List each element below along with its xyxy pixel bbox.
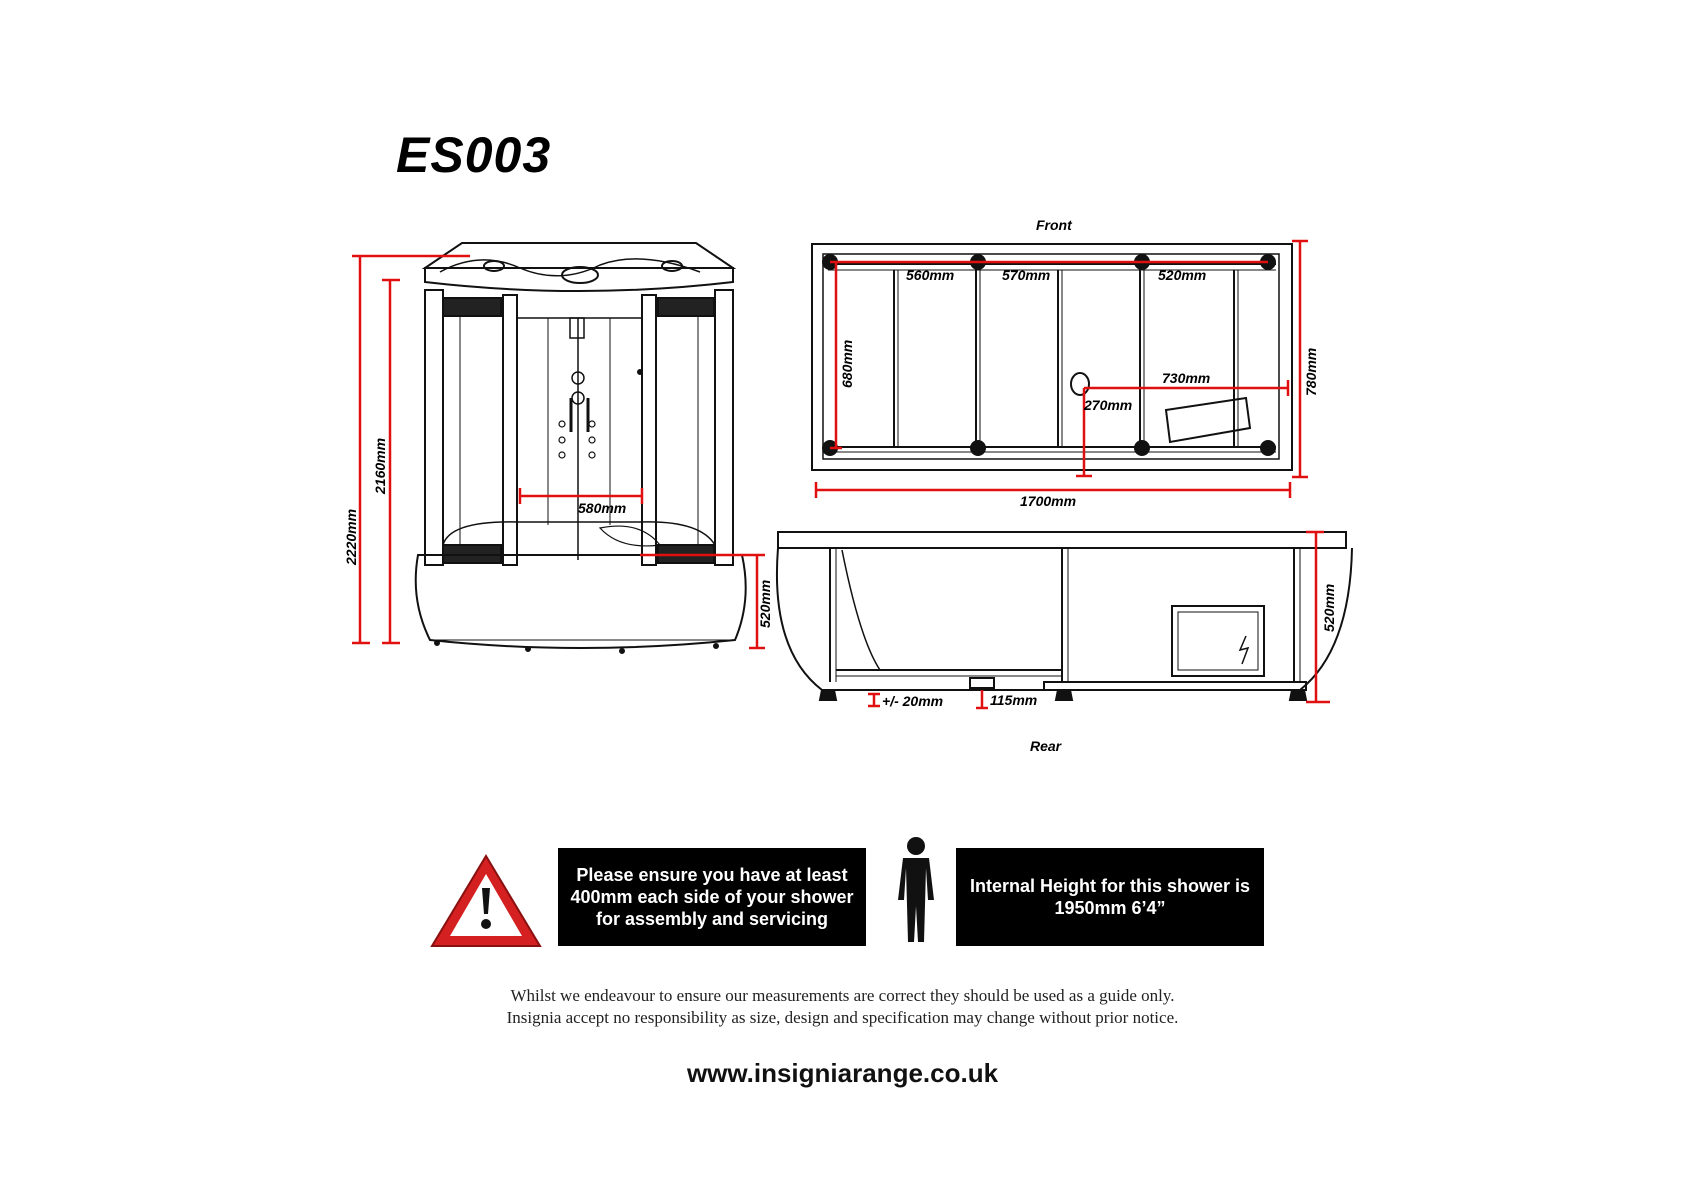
dim-520-top: 520mm [1158, 267, 1207, 283]
dim-115: 115mm [990, 692, 1038, 708]
dim-780: 780mm [1303, 347, 1319, 396]
website-url: www.insigniarange.co.uk [686, 1058, 999, 1088]
model-title: ES003 [396, 127, 552, 183]
front-label: Front [1036, 217, 1072, 233]
dim-680: 680mm [839, 339, 855, 388]
rear-label: Rear [1030, 738, 1062, 754]
dim-leg-adjust: +/- 20mm [882, 693, 944, 709]
dim-rear-520: 520mm [1321, 583, 1337, 632]
plan-view-feet [822, 254, 1276, 456]
dim-580: 580mm [578, 500, 627, 516]
dim-side-520: 520mm [757, 579, 773, 628]
internal-height-notice: Internal Height for this shower is 1950mm 6’4” [956, 848, 1264, 946]
warning-triangle-icon [432, 856, 540, 946]
clearance-notice: Please ensure you have at least 400mm each side of your shower for assembly and servicing [558, 848, 866, 946]
person-icon [898, 837, 934, 942]
disclaimer-line-2: Insignia accept no responsibility as size, design and specification may change without prior notice. [506, 1008, 1179, 1027]
dim-2160: 2160mm [372, 437, 388, 494]
dim-560: 560mm [906, 267, 955, 283]
disclaimer-line-1: Whilst we endeavour to ensure our measurements are correct they should be used as a guide only. [510, 986, 1175, 1005]
disclaimer [380, 985, 1305, 1029]
rear-view [777, 532, 1352, 700]
dim-730: 730mm [1162, 370, 1211, 386]
dim-570: 570mm [1002, 267, 1051, 283]
dim-270: 270mm [1084, 397, 1133, 413]
side-view [416, 243, 746, 653]
plan-view [812, 244, 1292, 470]
dim-1700: 1700mm [1020, 493, 1077, 509]
dim-2220: 2220mm [343, 508, 359, 565]
